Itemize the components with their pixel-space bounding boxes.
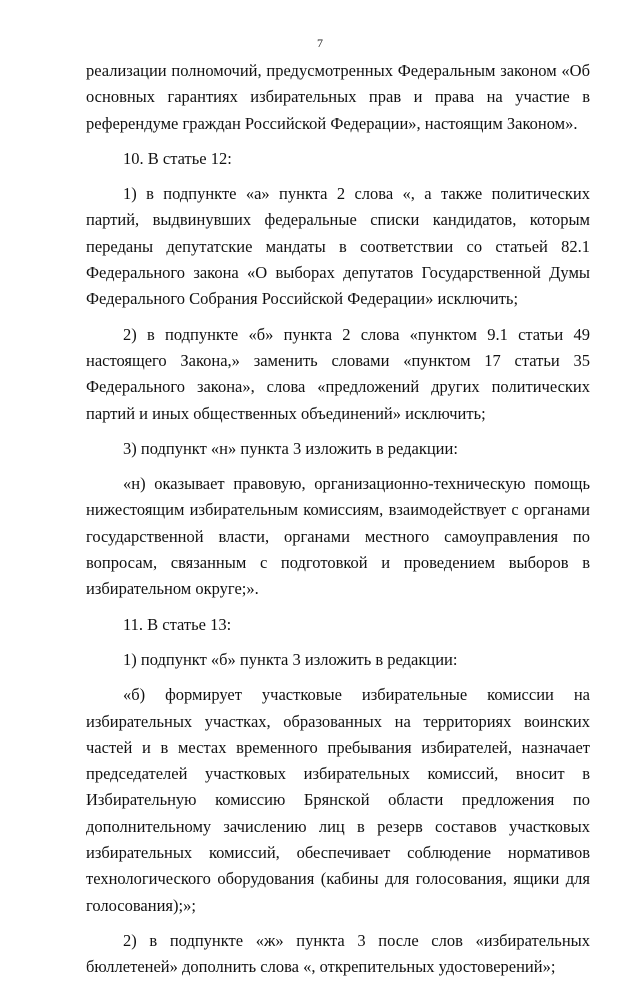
paragraph-article-12-item-3: 3) подпункт «н» пункта 3 изложить в редакции:: [123, 438, 458, 458]
document-body: [86, 58, 590, 981]
paragraph-continuation: реализации полномочий, предусмотренных Федеральным законом «Об основных гарантиях избирательных прав и права на участие в референдуме граждан Российской Федерации», настоящим Законом».: [86, 61, 590, 133]
page-number: 7: [317, 36, 323, 50]
paragraph-article-12-item-3-text: «н) оказывает правовую, организационно-техническую помощь нижестоящим избирательным комиссиям, взаимодействует с органами государственной власти, органами местного самоуправления по вопросам, связанным с подготовкой и проведением выборов в избирательном округе;».: [86, 474, 590, 599]
paragraph-article-12-heading: 10. В статье 12:: [123, 148, 232, 168]
paragraph-article-13-item-2: 2) в подпункте «ж» пункта 3 после слов «избирательных бюллетеней» дополнить слова «, открепительных удостоверений»;: [86, 930, 590, 977]
paragraph-article-13-heading: 11. В статье 13:: [123, 614, 232, 634]
paragraph-article-13-item-1-text: «б) формирует участковые избирательные комиссии на избирательных участках, образованных на территориях воинских частей и в местах временного пребывания избирателей, назначает председателей участковых избирательных комиссий, вносит в Избирательную комиссию Брянской области предложения по дополнительному зачислению лиц в резерв составов участковых избирательных комиссий, обеспечивает соблюдение нормативов технологического оборудования (кабины для голосования, ящики для голосования);»;: [86, 685, 590, 915]
paragraph-article-12-item-2: 2) в подпункте «б» пункта 2 слова «пунктом 9.1 статьи 49 настоящего Закона,» заменить словами «пунктом 17 статьи 35 Федерального закона», слова «предложений других политических партий и иных общественных объединений» исключить;: [86, 324, 590, 423]
paragraph-article-13-item-1: 1) подпункт «б» пункта 3 изложить в редакции:: [123, 649, 458, 669]
paragraph-article-12-item-1: 1) в подпункте «а» пункта 2 слова «, а также политических партий, выдвинувших федеральные списки кандидатов, которым переданы депутатские мандаты в соответствии со статьей 82.1 Федерального закона «О выборах депутатов Государственной Думы Федерального Собрания Российской Федерации» исключить;: [86, 184, 590, 309]
